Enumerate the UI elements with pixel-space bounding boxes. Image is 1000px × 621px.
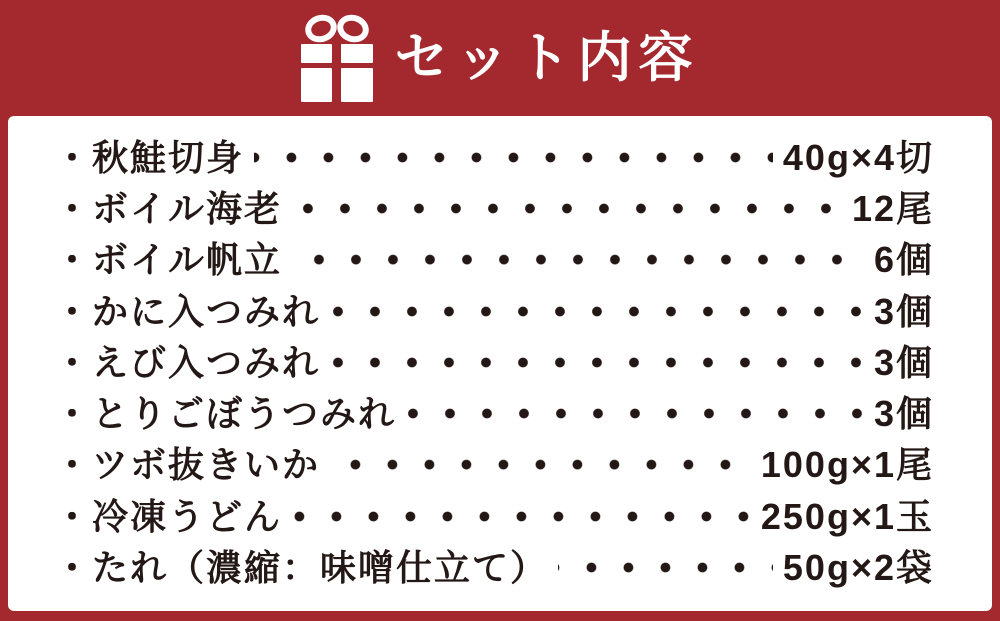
header xyxy=(0,0,1000,116)
list-bullet: ・ xyxy=(54,495,93,537)
content-panel xyxy=(8,116,992,611)
item-amount: 12尾 xyxy=(851,188,934,230)
item-name: ツボ抜きいか xyxy=(92,444,321,486)
list-bullet: ・ xyxy=(54,188,93,230)
list-item xyxy=(54,290,934,333)
list-item xyxy=(54,495,934,538)
list-bullet: ・ xyxy=(54,239,93,281)
list-bullet: ・ xyxy=(54,546,93,588)
list-item xyxy=(54,341,934,384)
list-item xyxy=(54,238,934,281)
dot-leader xyxy=(558,546,773,589)
list-item xyxy=(54,392,934,435)
list-item xyxy=(54,546,934,589)
item-name: ボイル帆立 xyxy=(92,239,283,281)
item-name: ボイル海老 xyxy=(92,188,283,230)
dot-leader xyxy=(406,392,864,435)
list-item xyxy=(54,443,934,486)
item-name: えび入つみれ xyxy=(92,341,321,383)
list-bullet: ・ xyxy=(54,341,93,383)
dot-leader xyxy=(292,238,864,281)
page-title: セット内容 xyxy=(394,28,700,88)
dot-leader xyxy=(292,187,842,230)
item-name: たれ（濃縮：味噌仕立て） xyxy=(92,546,549,588)
item-amount: 100g×1尾 xyxy=(760,444,934,486)
dot-leader xyxy=(292,495,751,538)
dot-leader xyxy=(254,136,773,179)
item-amount: 3個 xyxy=(873,290,934,332)
item-amount: 40g×4切 xyxy=(782,137,934,178)
item-amount: 3個 xyxy=(873,341,934,383)
list-bullet: ・ xyxy=(54,137,93,178)
item-name: 冷凍うどん xyxy=(92,495,283,537)
item-amount: 50g×2袋 xyxy=(782,546,934,588)
dot-leader xyxy=(330,290,864,333)
list-bullet: ・ xyxy=(54,290,93,332)
dot-leader xyxy=(330,443,751,486)
list-item xyxy=(54,187,934,230)
gift-icon xyxy=(301,14,373,102)
gift-bow xyxy=(301,14,373,44)
list-item xyxy=(54,136,934,179)
gift-box xyxy=(301,44,373,102)
item-name: とりごぼうつみれ xyxy=(92,393,397,435)
item-name: かに入つみれ xyxy=(92,290,321,332)
dot-leader xyxy=(330,341,864,384)
list-bullet: ・ xyxy=(54,444,93,486)
item-amount: 3個 xyxy=(873,393,934,435)
list-bullet: ・ xyxy=(54,393,93,435)
item-amount: 6個 xyxy=(873,239,934,281)
item-name: 秋鮭切身 xyxy=(92,137,245,178)
item-amount: 250g×1玉 xyxy=(760,495,934,537)
